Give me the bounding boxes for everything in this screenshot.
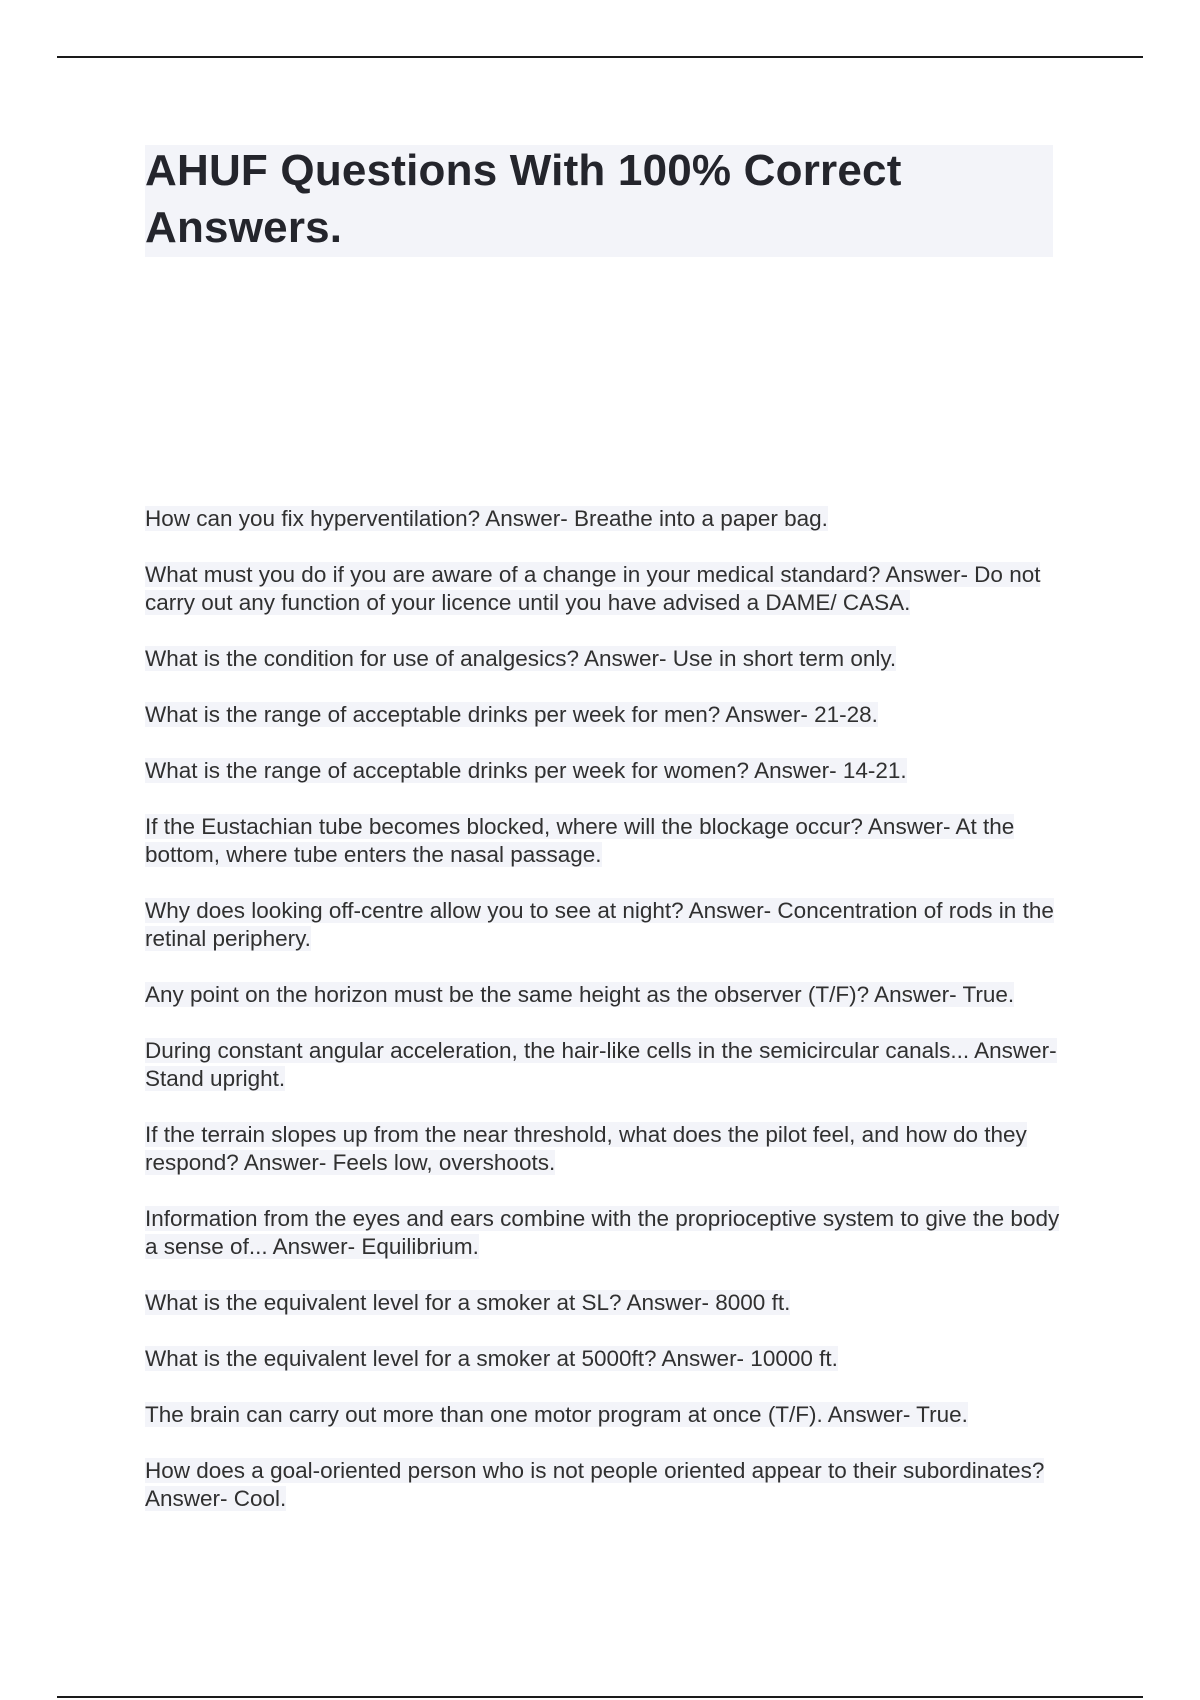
- qa-item: [145, 561, 1065, 617]
- qa-text: How does a goal-oriented person who is not people oriented appear to their subordinates? Answer- Cool.: [145, 1458, 1045, 1511]
- top-rule: [57, 56, 1143, 58]
- qa-text: What must you do if you are aware of a change in your medical standard? Answer- Do not carry out any function of your licence until you have advised a DAME/ CASA.: [145, 562, 1041, 615]
- qa-item: [145, 645, 1065, 673]
- qa-text: Any point on the horizon must be the same height as the observer (T/F)? Answer- True.: [145, 982, 1015, 1007]
- qa-text: What is the equivalent level for a smoker at 5000ft? Answer- 10000 ft.: [145, 1346, 838, 1371]
- qa-item: [145, 897, 1065, 953]
- qa-text: If the Eustachian tube becomes blocked, where will the blockage occur? Answer- At the bottom, where tube enters the nasal passage.: [145, 814, 1015, 867]
- qa-text: Information from the eyes and ears combine with the proprioceptive system to give the body a sense of... Answer- Equilibrium.: [145, 1206, 1060, 1259]
- qa-text: If the terrain slopes up from the near threshold, what does the pilot feel, and how do they respond? Answer- Feels low, overshoots.: [145, 1122, 1027, 1175]
- qa-text: Why does looking off-centre allow you to see at night? Answer- Concentration of rods in the retinal periphery.: [145, 898, 1054, 951]
- qa-item: [145, 813, 1065, 869]
- qa-item: [145, 1289, 1065, 1317]
- qa-item: [145, 1037, 1065, 1093]
- qa-text: How can you fix hyperventilation? Answer- Breathe into a paper bag.: [145, 506, 828, 531]
- qa-item: [145, 1121, 1065, 1177]
- document-title: AHUF Questions With 100% Correct Answers.: [145, 146, 902, 252]
- qa-item: [145, 981, 1065, 1009]
- qa-item: [145, 1345, 1065, 1373]
- qa-item: [145, 1457, 1065, 1513]
- qa-text: What is the range of acceptable drinks per week for women? Answer- 14-21.: [145, 758, 907, 783]
- qa-item: [145, 1401, 1065, 1429]
- qa-list: [145, 505, 1065, 1541]
- qa-item: [145, 757, 1065, 785]
- qa-item: [145, 505, 1065, 533]
- qa-text: What is the condition for use of analgesics? Answer- Use in short term only.: [145, 646, 897, 671]
- qa-item: [145, 1205, 1065, 1261]
- qa-text: The brain can carry out more than one motor program at once (T/F). Answer- True.: [145, 1402, 968, 1427]
- bottom-rule: [57, 1696, 1143, 1698]
- qa-item: [145, 701, 1065, 729]
- qa-text: What is the equivalent level for a smoker at SL? Answer- 8000 ft.: [145, 1290, 791, 1315]
- qa-text: During constant angular acceleration, the hair-like cells in the semicircular canals... Answer- Stand upright.: [145, 1038, 1057, 1091]
- qa-text: What is the range of acceptable drinks per week for men? Answer- 21-28.: [145, 702, 878, 727]
